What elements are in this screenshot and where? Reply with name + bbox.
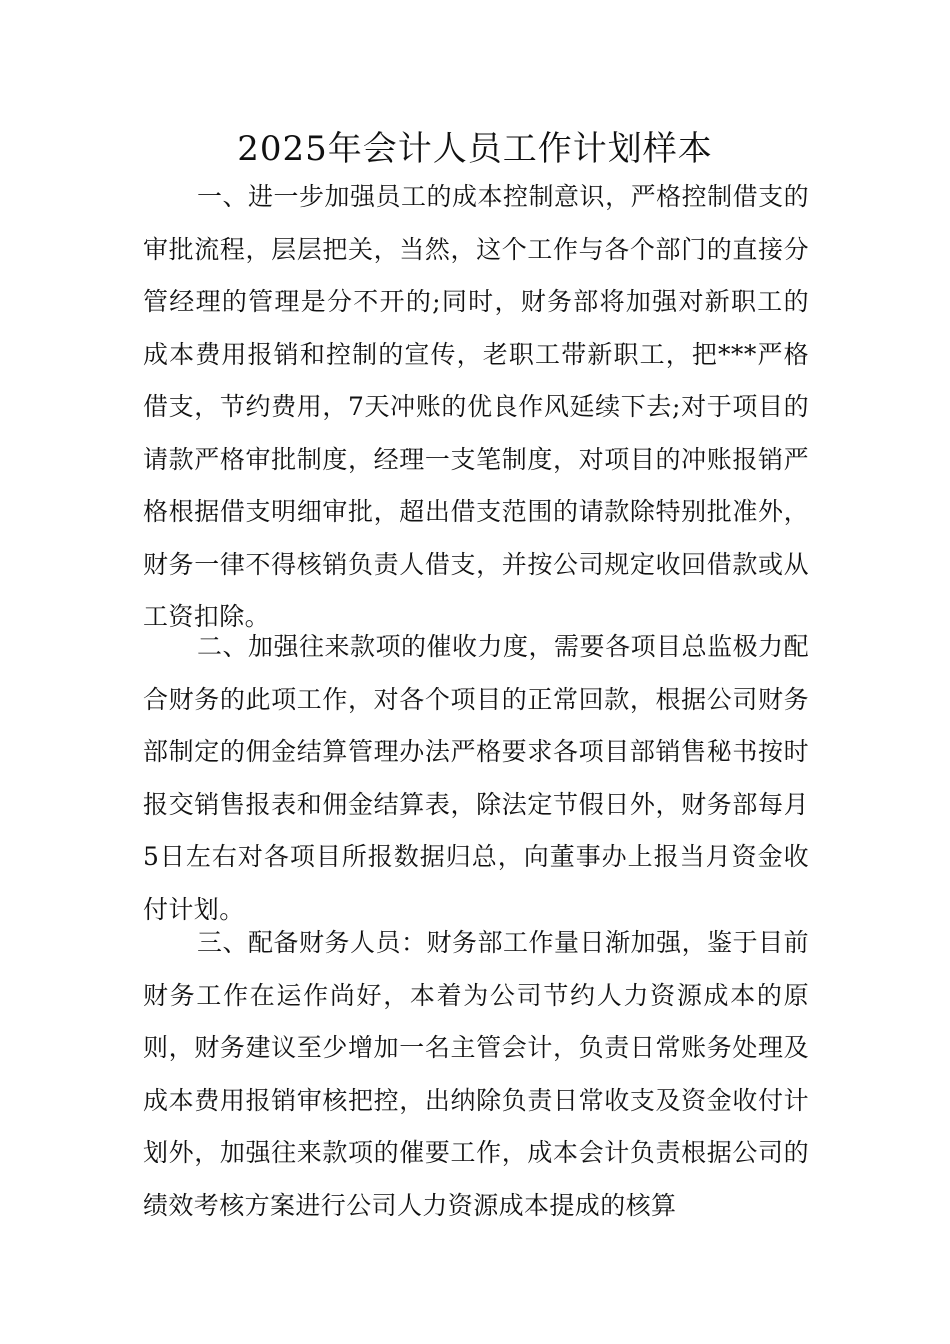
paragraph-receivables: 二、加强往来款项的催收力度，需要各项目总监极力配合财务的此项工作，对各个项目的正常回款，根据公司财务部制定的佣金结算管理办法严格要求各项目部销售秘书按时报交销售报表和佣金结算表，除法定节假日外，财务部每月5日左右对各项目所报数据归总，向董事办上报当月资金收付计划。 [143,632,809,924]
paragraph-staffing: 三、配备财务人员：财务部工作量日渐加强，鉴于目前财务工作在运作尚好，本着为公司节约人力资源成本的原则，财务建议至少增加一名主管会计，负责日常账务处理及成本费用报销审核把控，出纳除负责日常收支及资金收付计划外，加强往来款项的催要工作，成本会计负责根据公司的绩效考核方案进行公司人力资源成本提成的核算 [143,928,809,1220]
paragraph-cost-control: 一、进一步加强员工的成本控制意识，严格控制借支的审批流程，层层把关，当然，这个工作与各个部门的直接分管经理的管理是分不开的;同时，财务部将加强对新职工的成本费用报销和控制的宣传，老职工带新职工，把***严格借支，节约费用，7天冲账的优良作风延续下去;对于项目的请款严格审批制度，经理一支笔制度，对项目的冲账报销严格根据借支明细审批，超出借支范围的请款除特别批准外，财务一律不得核销负责人借支，并按公司规定收回借款或从工资扣除。 [143,182,809,631]
document-title: 2025年会计人员工作计划样本 [237,129,713,169]
